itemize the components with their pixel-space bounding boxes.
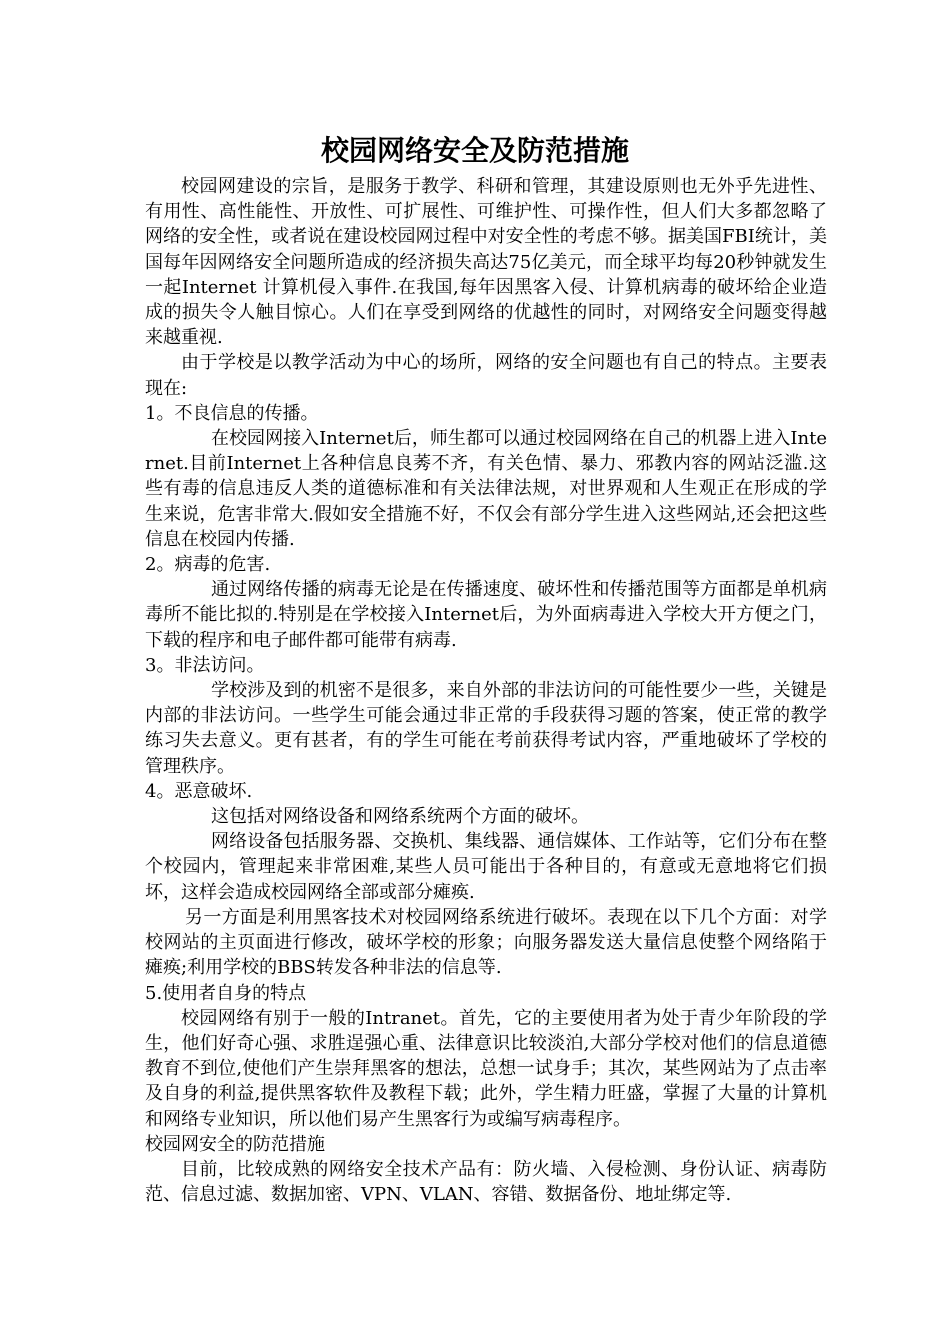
section-heading: 4。恶意破坏. [145,780,253,802]
paragraph: 在校园网接入Internet后，师生都可以通过校园网络在自己的机器上进入Internet.目前Internet上各种信息良莠不齐，有关色情、暴力、邪教内容的网站泛滥.这些有毒的信息违反人类的道德标准和有关法律法规，对世界观和人生观正在形成的学生来说，危害非常大.假如安全措施不好，不仅会有部分学生进入这些网站,还会把这些信息在校园内传播. [145,428,827,550]
paragraph: 这包括对网络设备和网络系统两个方面的破坏。 [211,806,589,828]
section-heading: 2。病毒的危害. [145,554,271,576]
paragraph: 通过网络传播的病毒无论是在传播速度、破坏性和传播范围等方面都是单机病毒所不能比拟的.特别是在学校接入Internet后，为外面病毒进入学校大开方便之门，下载的程序和电子邮件都可能带有病毒. [145,579,827,651]
document-body [145,174,827,1207]
section-heading: 校园网安全的防范措施 [145,1133,325,1155]
paragraph: 学校涉及到的机密不是很多，来自外部的非法访问的可能性要少一些，关键是内部的非法访问。一些学生可能会通过非正常的手段获得习题的答案，使正常的教学练习失去意义。更有甚者，有的学生可能在考前获得考试内容，严重地破坏了学校的管理秩序。 [145,680,827,777]
paragraph: 校园网络有别于一般的Intranet。首先，它的主要使用者为处于青少年阶段的学生，他们好奇心强、求胜逞强心重、法律意识比较淡泊,大部分学校对他们的信息道德教育不到位,使他们产生崇拜黑客的想法，总想一试身手；其次，某些网站为了点击率及自身的利益,提供黑客软件及教程下载；此外，学生精力旺盛，掌握了大量的计算机和网络专业知识，所以他们易产生黑客行为或编写病毒程序。 [145,1007,827,1130]
paragraph: 目前，比较成熟的网络安全技术产品有：防火墙、入侵检测、身份认证、病毒防范、信息过滤、数据加密、VPN、VLAN、容错、数据备份、地址绑定等. [145,1158,827,1206]
section-heading: 5.使用者自身的特点 [145,982,307,1004]
document-title: 校园网络安全及防范措施 [320,134,629,167]
section-heading: 3。非法访问。 [145,654,265,676]
section-heading: 1。不良信息的传播。 [145,402,319,424]
paragraph: 另一方面是利用黑客技术对校园网络系统进行破坏。表现在以下几个方面：对学校网站的主页面进行修改，破坏学校的形象；向服务器发送大量信息使整个网络陷于瘫痪;利用学校的BBS转发各种非法的信息等. [145,906,827,979]
paragraph: 网络设备包括服务器、交换机、集线器、通信媒体、工作站等，它们分布在整个校园内，管理起来非常困难,某些人员可能出于各种目的，有意或无意地将它们损坏，这样会造成校园网络全部或部分瘫痪. [145,831,827,903]
paragraph: 校园网建设的宗旨，是服务于教学、科研和管理，其建设原则也无外乎先进性、有用性、高性能性、开放性、可扩展性、可维护性、可操作性，但人们大多都忽略了网络的安全性，或者说在建设校园网过程中对安全性的考虑不够。据美国FBI统计，美国每年因网络安全问题所造成的经济损失高达75亿美元，而全球平均每20秒钟就发生一起Internet 计算机侵入事件.在我国,每年因黑客入侵、计算机病毒的破坏给企业造成的损失令人触目惊心。人们在享受到网络的优越性的同时，对网络安全问题变得越来越重视. [145,176,827,349]
paragraph: 由于学校是以教学活动为中心的场所，网络的安全问题也有自己的特点。主要表现在: [145,352,827,399]
